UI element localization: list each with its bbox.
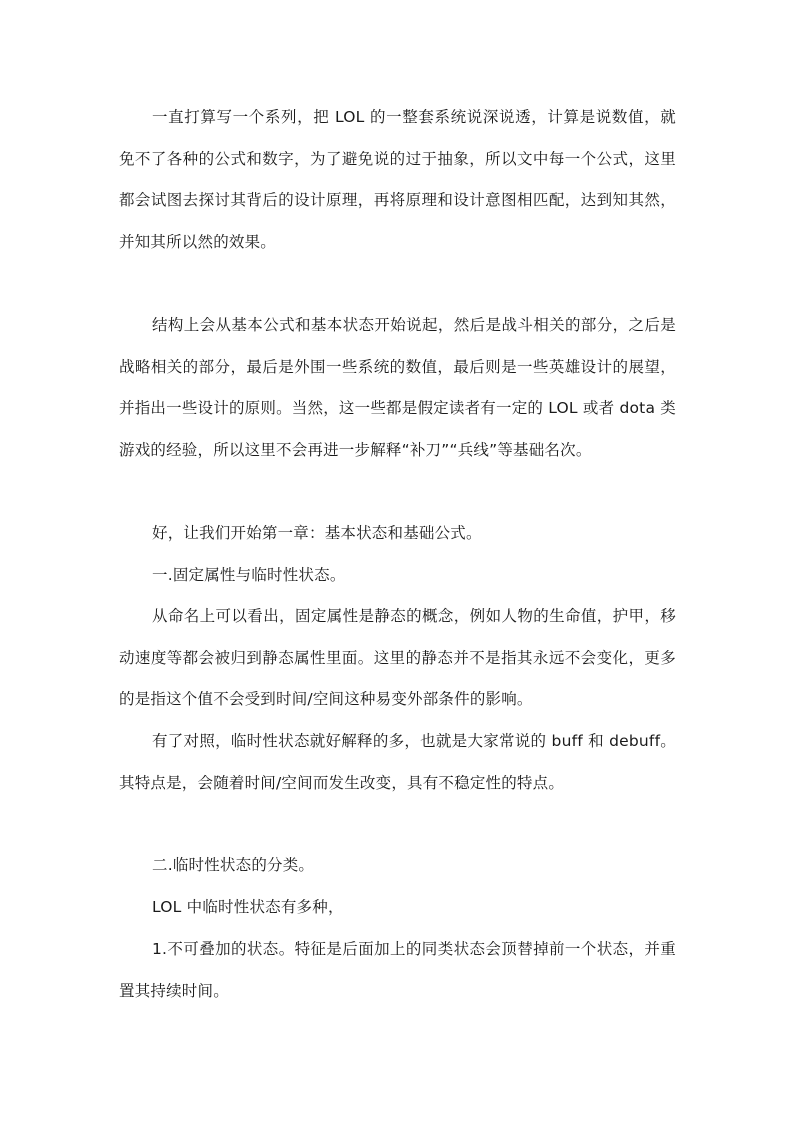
paragraph-intro: 一直打算写一个系列，把 LOL 的一整套系统说深说透，计算是说数值，就免不了各种的公式和数字，为了避免说的过于抽象，所以文中每一个公式，这里都会试图去探讨其背后的设计原理，再将原理和设计意图相匹配，达到知其然，并知其所以然的效果。: [119, 108, 676, 251]
paragraph-chapter-start: 好，让我们开始第一章：基本状态和基础公式。: [152, 524, 482, 542]
paragraph-temporary-states: 有了对照，临时性状态就好解释的多，也就是大家常说的 buff 和 debuff。其特点是，会随着时间/空间而发生改变，具有不稳定性的特点。: [119, 732, 676, 792]
section-heading-temporary-classification: 二.临时性状态的分类。: [152, 856, 315, 874]
paragraph-types-intro: LOL 中临时性状态有多种，: [152, 898, 344, 916]
paragraph-type-1: 1.不可叠加的状态。特征是后面加上的同类状态会顶替掉前一个状态，并重置其持续时间。: [119, 940, 676, 1000]
paragraph-structure: 结构上会从基本公式和基本状态开始说起，然后是战斗相关的部分，之后是战略相关的部分，最后是外围一些系统的数值，最后则是一些英雄设计的展望，并指出一些设计的原则。当然，这一些都是假定读者有一定的 LOL 或者 dota 类游戏的经验，所以这里不会再进一步解释“补刀”“兵线”等基础名次。: [119, 316, 676, 459]
paragraph-fixed-attributes: 从命名上可以看出，固定属性是静态的概念，例如人物的生命值，护甲，移动速度等都会被归到静态属性里面。这里的静态并不是指其永远不会变化，更多的是指这个值不会受到时间/空间这种易变外部条件的影响。: [119, 607, 676, 708]
section-heading-fixed-vs-temporary: 一.固定属性与临时性状态。: [152, 566, 346, 584]
